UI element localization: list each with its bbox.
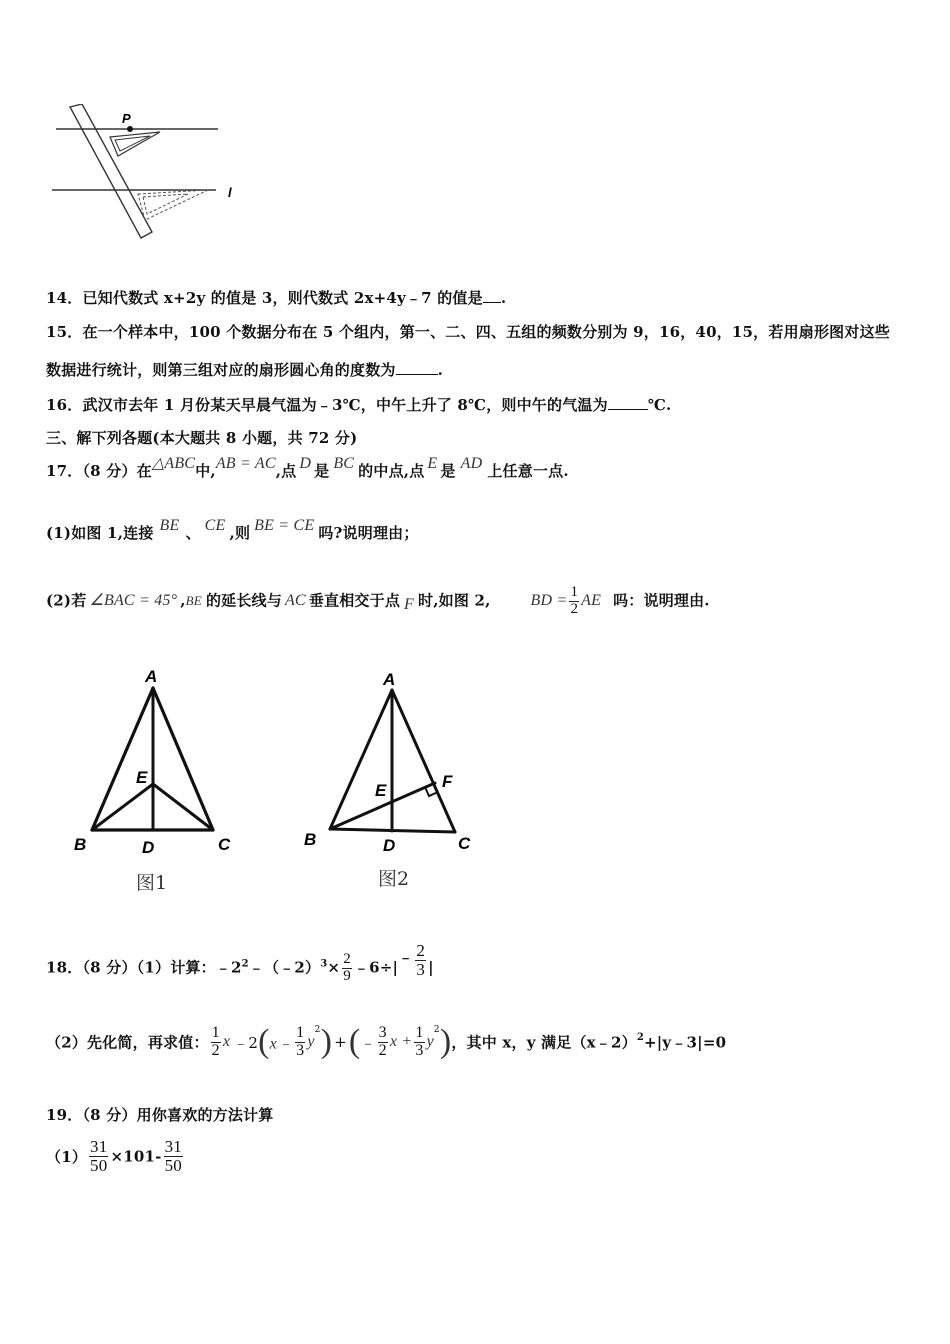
q18-2-x2: x﹣: [269, 1035, 294, 1053]
q15-line2: 数据进行统计，则第三组对应的扇形圆心角的度数为: [46, 361, 396, 379]
set-square-dashed-inner: [143, 194, 188, 214]
question-17-part2: [46, 585, 710, 618]
q17-2-label: (2)若: [46, 591, 87, 610]
fig2-label-d: D: [383, 836, 396, 855]
q19-part1-label: （1）: [46, 1147, 88, 1166]
question-14: [46, 287, 506, 308]
q17-segment-bc: BC: [333, 455, 355, 472]
question-19: [46, 1104, 273, 1125]
q17-number: 17．: [46, 462, 83, 480]
q17-1-dun: 、: [185, 524, 201, 542]
fig2-label-b: B: [304, 830, 317, 849]
q17-segment-ad: AD: [460, 455, 483, 472]
fig1-label-a: A: [145, 667, 158, 686]
figure-2: [300, 665, 490, 860]
question-15-line2: [46, 359, 443, 380]
q17-2-ext: 的延长线与: [205, 591, 282, 610]
q17-points: （8 分）: [82, 462, 137, 480]
question-18: [46, 941, 434, 987]
q17-1-label: (1)如图 1,连接: [46, 524, 154, 542]
fig2-side-ab: [330, 690, 392, 829]
q19-text: 用你喜欢的方法计算: [136, 1106, 274, 1124]
q19-number: 19．: [46, 1106, 83, 1124]
q14-answer-blank[interactable]: [483, 290, 501, 303]
q17-2-bd: BD =: [530, 592, 568, 610]
q18-2-cond-end: +|y﹣3|=0: [644, 1033, 727, 1052]
q18-2-label: （2）先化简，再求值：: [46, 1033, 209, 1052]
q17-1-end: 吗?说明理由；: [318, 524, 419, 542]
question-17: [46, 455, 569, 481]
fig2-label-c: C: [458, 834, 471, 853]
q17-text-dian: ,点: [275, 462, 297, 480]
fig2-side-ac: [392, 690, 455, 832]
q18-sup3: 3: [320, 958, 328, 970]
q17-2-perp: 垂直相交于点: [308, 591, 401, 610]
q17-point-e: E: [427, 455, 438, 472]
q17-text-mid: 的中点,点: [358, 462, 425, 480]
section-3-title: [46, 427, 357, 448]
q17-1-be: BE: [159, 517, 180, 534]
q17-2-half-fraction: $\frac{1}{2}$: [570, 584, 579, 617]
q18-2-cond-sup: 2: [636, 1032, 644, 1043]
q18-2-y2: y: [426, 1033, 434, 1050]
label-l: l: [228, 185, 232, 200]
q17-2-fig: 时,如图 2,: [418, 591, 491, 610]
q17-2-f: F: [404, 596, 414, 614]
q17-text-shi2: 是: [440, 462, 456, 480]
q17-text-shi1: 是: [314, 462, 330, 480]
q15-tail: .: [437, 361, 444, 379]
q16-text: 武汉市去年 1 月份某天早晨气温为﹣3℃，中午上升了 8℃，则中午的气温为: [82, 396, 608, 414]
q17-ab-eq-ac: AB = AC: [215, 455, 276, 472]
fig2-label-e: E: [375, 781, 387, 800]
q14-tail: .: [500, 289, 507, 307]
question-16: [46, 394, 671, 415]
q18-2-lparen1: (: [258, 1023, 270, 1060]
q18-2-frac-c: $\frac{3}{2}$: [378, 1023, 387, 1059]
q17-1-ze: ,则: [229, 524, 251, 542]
q18-number: 18．: [46, 958, 83, 977]
q18-neg: ﹣: [398, 948, 414, 967]
q15-line1: 在一个样本中，100 个数据分布在 5 个组内，第一、二、四、五组的频数分别为 9，16，40，15，若用扇形图对这些: [82, 323, 890, 341]
fig2-label-f: F: [442, 772, 453, 791]
fig1-label-d: D: [142, 838, 155, 857]
figure-1-caption: 图1: [136, 872, 168, 894]
q18-2-rparen2: ): [439, 1023, 452, 1060]
q18-times: ×: [327, 958, 341, 977]
q17-1-be-eq-ce: BE = CE: [254, 517, 315, 534]
q17-2-angle: ∠BAC = 45°: [89, 592, 178, 610]
question-18-part2: [46, 1023, 726, 1061]
q18-2-minus2: ﹣2: [233, 1033, 259, 1052]
fig2-label-a: A: [383, 670, 396, 689]
section-3-text: 三、解下列各题(本大题共 8 小题，共 72 分): [46, 429, 358, 447]
q18-fraction-2-3: $\frac{2}{3}$: [416, 941, 426, 979]
q15-number: 15．: [46, 323, 83, 341]
point-p-dot: [127, 126, 133, 132]
q18-2-x3: x +: [389, 1033, 413, 1050]
q18-2-neg3: ﹣: [360, 1033, 376, 1052]
q19-points: （8 分）: [82, 1106, 137, 1124]
fig1-label-e: E: [136, 768, 148, 787]
q18-div: ﹣6÷|: [353, 958, 399, 977]
q14-number: 14．: [46, 289, 83, 307]
q18-sup2: 2: [241, 958, 249, 970]
q17-point-d: D: [299, 455, 312, 472]
parallel-lines-figure: [48, 104, 248, 246]
q16-answer-blank[interactable]: [608, 397, 648, 410]
q18-2-lparen2: (: [348, 1023, 361, 1060]
q17-2-comma: ,: [180, 591, 186, 610]
q14-text: 已知代数式 x+2y 的值是 3，则代数式 2x+4y﹣7 的值是: [82, 289, 483, 307]
figure-2-caption: 图2: [378, 868, 410, 890]
q17-2-end: 吗：说明理由.: [613, 591, 710, 610]
q19-frac-31-50-b: $\frac{31}{50}$: [164, 1137, 182, 1175]
q18-bar: |: [428, 958, 434, 977]
q18-2-frac-d: $\frac{1}{3}$: [415, 1023, 424, 1059]
q17-text-zhong: 中,: [195, 462, 216, 480]
q16-tail: ℃.: [647, 396, 672, 414]
q15-answer-blank[interactable]: [396, 362, 438, 375]
q17-text-in: 在: [136, 462, 152, 480]
q18-fraction-2-9: $\frac{2}{9}$: [343, 951, 351, 984]
question-15-line1: [46, 321, 890, 342]
q18-points: （8 分）: [82, 958, 137, 977]
q17-2-ae: AE: [581, 592, 602, 610]
q17-text-end: 上任意一点.: [487, 462, 569, 480]
figure-1: [70, 660, 250, 860]
q17-2-ac: AC: [284, 592, 306, 610]
q18-2-sq1: 2: [314, 1025, 321, 1035]
q17-triangle-abc: △ABC: [151, 455, 196, 472]
q18-2-rparen1: ): [320, 1023, 333, 1060]
q16-number: 16．: [46, 396, 83, 414]
q18-2-x1: x: [222, 1033, 231, 1050]
q18-2-cond: ，其中 x，y 满足（x﹣2）: [451, 1033, 637, 1052]
label-p: P: [122, 111, 131, 126]
q18-2-sq2: 2: [433, 1025, 440, 1035]
q18-2-frac-a: $\frac{1}{2}$: [211, 1023, 220, 1059]
q19-op: ×101-: [110, 1147, 162, 1166]
question-17-part1: [46, 517, 419, 543]
set-square-upper-inner: [115, 136, 150, 151]
question-19-part1: [46, 1138, 185, 1175]
q18-part1: （1）计算：﹣2: [136, 958, 242, 977]
q17-1-ce: CE: [204, 517, 226, 534]
fig1-label-c: C: [218, 835, 231, 854]
fig1-label-b: B: [74, 835, 87, 854]
q18-2-plus: +: [334, 1033, 347, 1051]
q18-2-y1: y: [307, 1033, 315, 1050]
q18-2-frac-b: $\frac{1}{3}$: [296, 1023, 305, 1059]
q17-2-be: BE: [185, 593, 202, 609]
ruler-shape: [70, 104, 152, 238]
q19-frac-31-50-a: $\frac{31}{50}$: [90, 1137, 108, 1175]
q18-mid: ﹣（﹣2）: [248, 958, 321, 977]
